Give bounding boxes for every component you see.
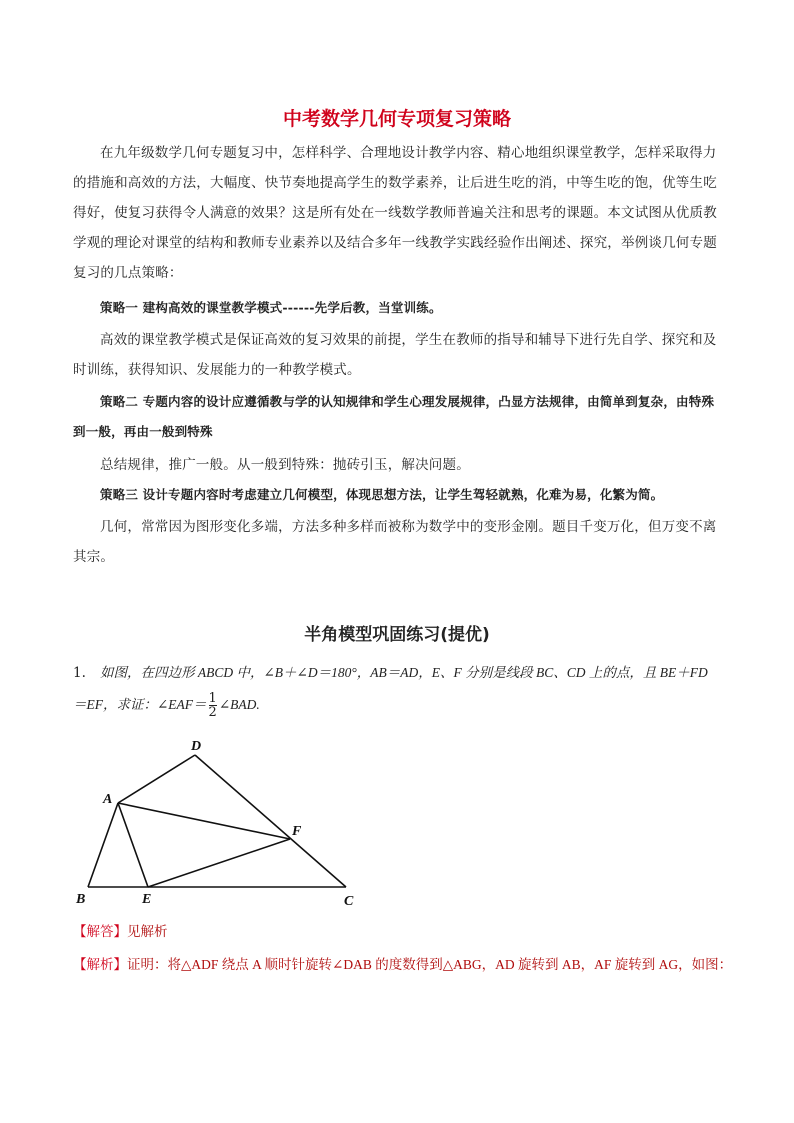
strategy-3-heading: 策略三 设计专题内容时考虑建立几何模型，体现思想方法，让学生驾轻就熟，化难为易，化繁为简。 xyxy=(100,487,664,502)
answer-tag: 【解答】 xyxy=(73,924,127,940)
label-F: F xyxy=(292,824,302,839)
exercise-section-title: 半角模型巩固练习(提优) xyxy=(304,625,490,645)
answer-text: 见解析 xyxy=(127,924,168,940)
segment-EF xyxy=(148,839,290,887)
document-title: 中考数学几何专项复习策略 xyxy=(282,108,511,130)
strategy-1-body: 高效的课堂教学模式是保证高效的复习效果的前提，学生在教师的指导和辅导下进行先自学、探究和及时训练，获得知识、发展能力的一种教学模式。 xyxy=(73,332,717,378)
problem-1 xyxy=(73,660,733,719)
label-D: D xyxy=(191,739,202,754)
label-E: E xyxy=(142,892,152,907)
geometry-figure xyxy=(70,735,370,907)
segment-AB xyxy=(88,803,118,887)
analysis-paragraph xyxy=(73,950,733,980)
segment-AF xyxy=(118,803,290,839)
problem-line-2 xyxy=(73,692,733,719)
label-C: C xyxy=(344,894,354,907)
strategy-2-heading: 策略二 专题内容的设计应遵循教与学的认知规律和学生心理发展规律，凸显方法规律，由简单到复杂，由特殊到一般，再由一般到特殊 xyxy=(73,394,715,439)
answer-line xyxy=(73,918,733,946)
problem-text-line2-post: ∠BAD. xyxy=(218,697,260,712)
analysis-tag: 【解析】 xyxy=(73,957,127,973)
segment-AD xyxy=(118,755,195,803)
segment-AE xyxy=(118,803,148,887)
intro-paragraph: 在九年级数学几何专题复习中，怎样科学、合理地设计教学内容、精心地组织课堂教学，怎样采取得力的措施和高效的方法，大幅度、快节奏地提高学生的数学素养，让后进生吃的消，中等生吃的饱，优等生吃得好，使复习获得令人满意的效果？这是所有处在一线数学教师普遍关注和思考的课题。本文试图从优质教学观的理论对课堂的结构和教师专业素养以及结合多年一线教学实践经验作出阐述、探究，举例谈几何专题复习的几点策略： xyxy=(73,145,717,281)
problem-number: 1. xyxy=(73,665,86,681)
strategy-3-body: 几何，常常因为图形变化多端，方法多种多样而被称为数学中的变形金刚。题目千变万化，但万变不离其宗。 xyxy=(73,519,717,565)
segment-DC xyxy=(195,755,346,887)
problem-text-line2-pre: ＝EF，求证：∠EAF＝ xyxy=(73,697,207,712)
strategy-1-heading: 策略一 建构高效的课堂教学模式------先学后教，当堂训练。 xyxy=(100,300,442,315)
fraction-denominator: 2 xyxy=(208,705,217,720)
label-B: B xyxy=(76,892,86,907)
problem-text-line1: 如图，在四边形 ABCD 中，∠B＋∠D＝180°，AB＝AD，E、F 分别是线段 BC、CD 上的点，且 BE＋FD xyxy=(100,665,708,680)
problem-line-1 xyxy=(73,660,733,686)
strategy-2-body: 总结规律，推广一般。从一般到特殊：抛砖引玉，解决问题。 xyxy=(100,457,470,473)
label-A: A xyxy=(103,792,113,807)
analysis-text: 证明：将△ADF 绕点 A 顺时针旋转∠DAB 的度数得到△ABG，AD 旋转到 AB，AF 旋转到 AG，如图： xyxy=(127,957,733,972)
fraction-numerator: 1 xyxy=(208,691,217,706)
fraction-one-half xyxy=(209,692,217,719)
